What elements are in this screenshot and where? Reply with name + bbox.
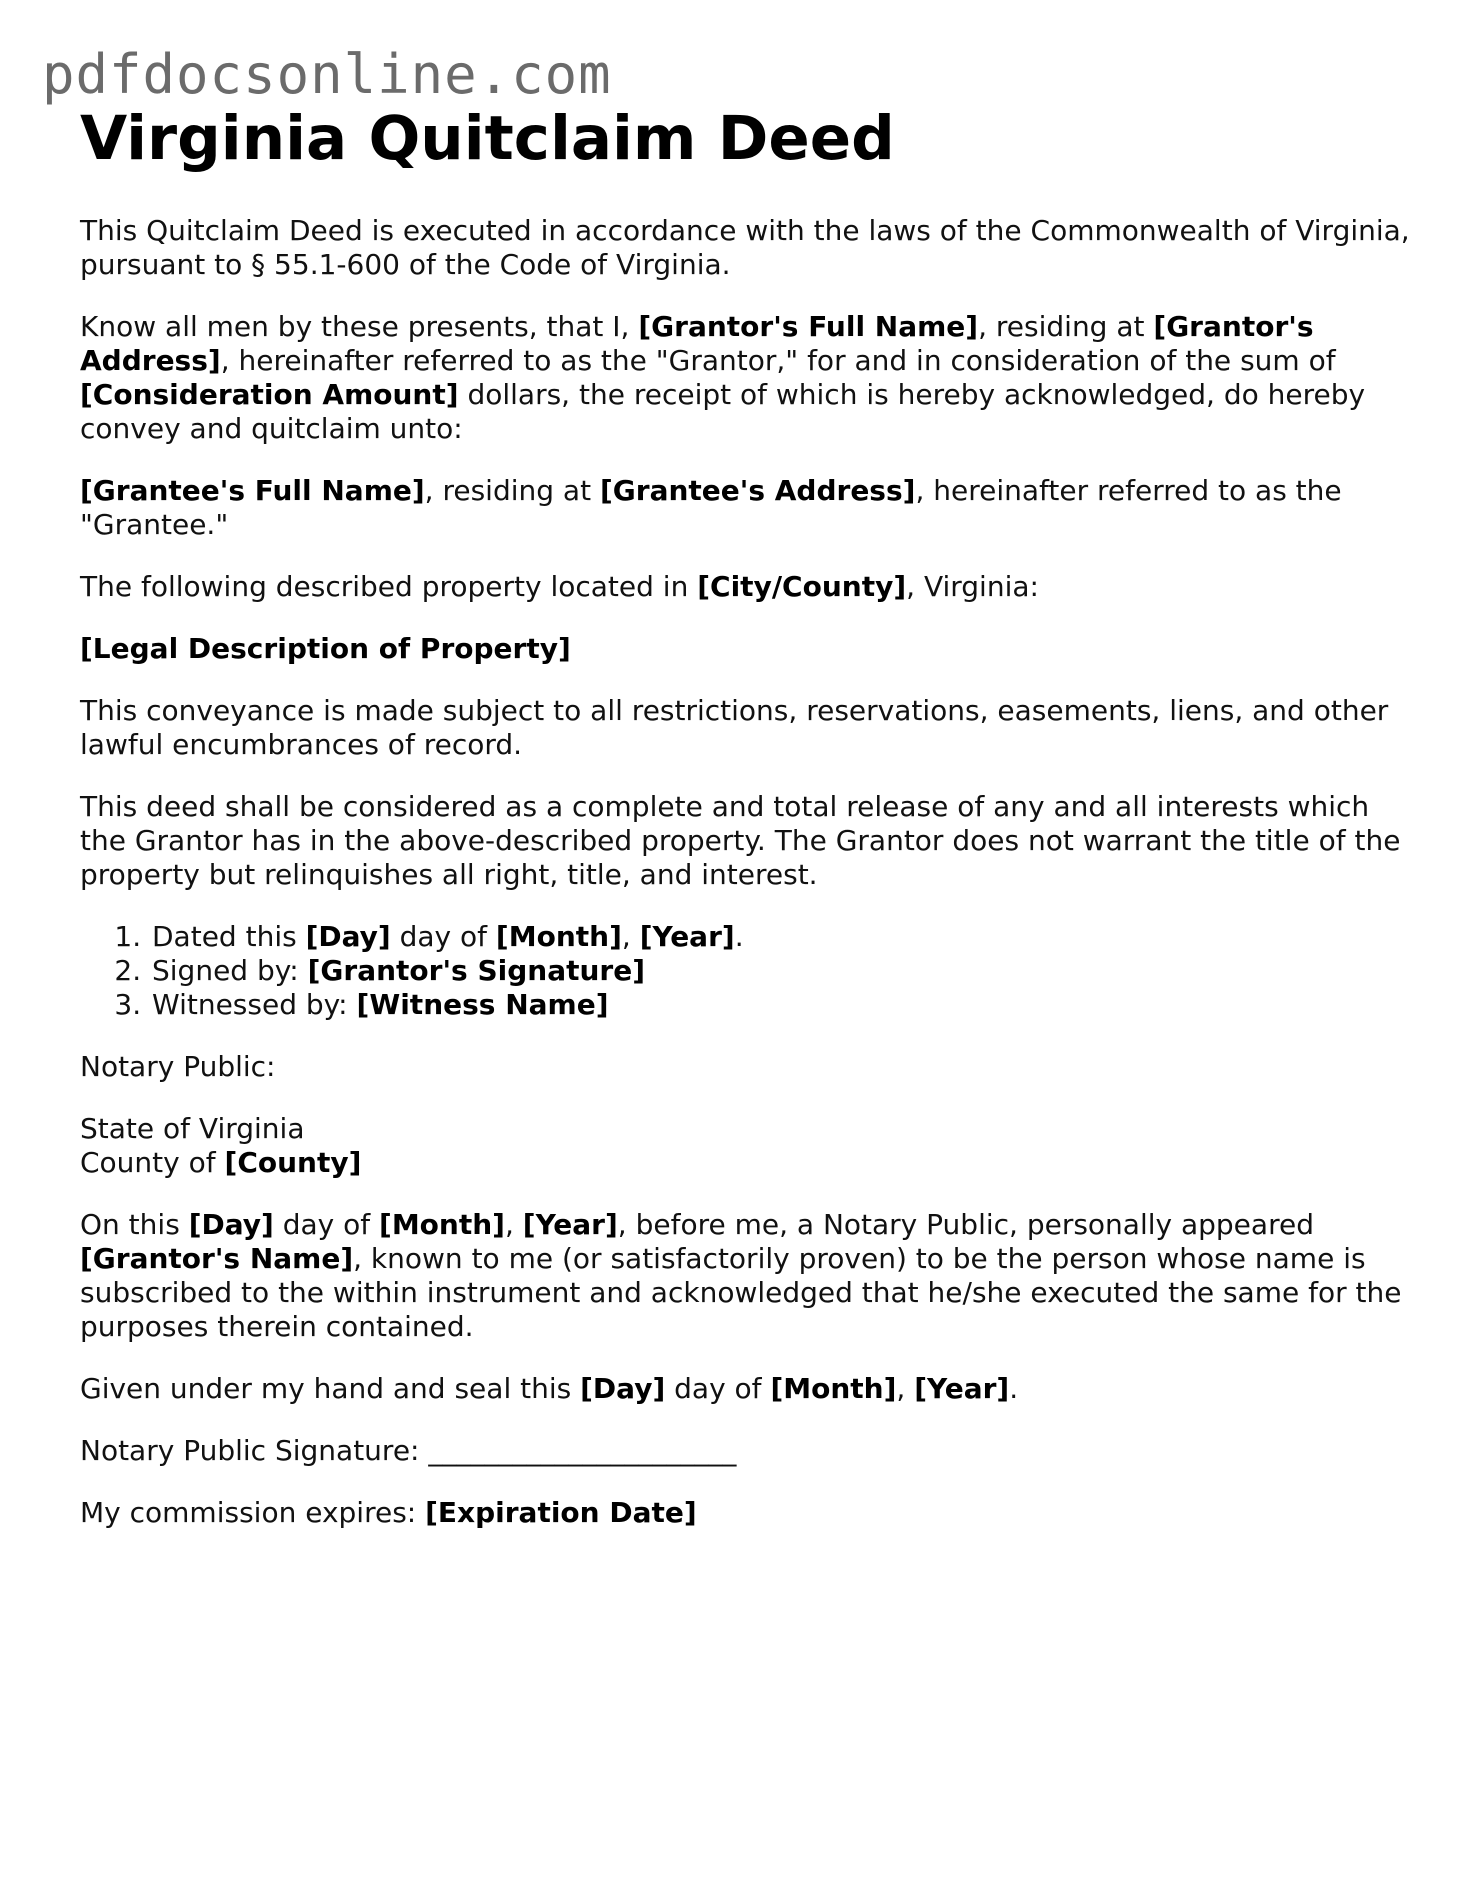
text-run: Know all men by these presents, that I, [80, 310, 639, 343]
list-item-dated [150, 920, 1410, 954]
text-run: . [1009, 1372, 1019, 1405]
watermark-text: pdfdocsonline.com [42, 43, 612, 106]
encumbrances-paragraph: This conveyance is made subject to all restrictions, reservations, easements, liens, and other lawful encumbrances of record. [80, 694, 1389, 761]
text-run: , hereinafter referred to as the "Grantee." [80, 474, 1342, 541]
text-run: Given under my hand and seal this [80, 1372, 581, 1405]
grantor-name-field: [Grantor's Full Name] [638, 310, 979, 343]
text-run: , before me, a Notary Public, personally appeared [617, 1208, 1314, 1241]
legal-description-field: [Legal Description of Property] [80, 632, 571, 665]
dated-year-field: [Year] [639, 920, 735, 953]
given-month-field: [Month] [770, 1372, 897, 1405]
given-day-field: [Day] [580, 1372, 666, 1405]
conveyance-paragraph [80, 310, 1410, 446]
text-run: , known to me (or satisfactorily proven) to be the person whose name is subscribed to the within instrument and acknowledged that he/she executed the same for the purposes therein contained. [80, 1242, 1402, 1343]
notary-heading: Notary Public: [80, 1050, 276, 1083]
text-run: dollars, the receipt of which is hereby acknowledged, do hereby convey and quitclaim unto: [80, 378, 1366, 445]
text-run: day of [665, 1372, 771, 1405]
intro-paragraph: This Quitclaim Deed is executed in accordance with the laws of the Commonwealth of Virginia, pursuant to § 55.1-600 of the Code of Virginia. [80, 214, 1410, 281]
release-paragraph: This deed shall be considered as a complete and total release of any and all interests which the Grantor has in the above-described property. The Grantor does not warrant the title of the property but relinquishes all right, title, and interest. [80, 790, 1401, 891]
expiration-date-field: [Expiration Date] [425, 1496, 697, 1529]
notary-signature-line: Notary Public Signature: ______________________ [80, 1434, 737, 1467]
text-run: day of [390, 920, 496, 953]
execution-list [80, 920, 1410, 1022]
deed-document [80, 96, 1410, 1530]
acknowledgment-paragraph [80, 1208, 1410, 1344]
text-run: , [896, 1372, 915, 1405]
text-run: Witnessed by: [152, 988, 357, 1021]
dated-day-field: [Day] [305, 920, 391, 953]
witness-name-field: [Witness Name] [356, 988, 609, 1021]
grantee-paragraph [80, 474, 1410, 542]
text-run: The following described property located in [80, 570, 698, 603]
text-run: My commission expires: [80, 1496, 426, 1529]
commission-expiry-line [80, 1496, 1410, 1530]
ack-grantor-name-field: [Grantor's Name] [80, 1242, 354, 1275]
text-run: Signed by: [152, 954, 308, 987]
ack-day-field: [Day] [188, 1208, 274, 1241]
text-run: , Virginia: [906, 570, 1039, 603]
state-line: State of Virginia [80, 1112, 305, 1145]
grantor-address-field: [Grantor's Address] [80, 310, 1314, 377]
text-run: , [621, 920, 640, 953]
text-run: On this [80, 1208, 189, 1241]
text-run: day of [273, 1208, 380, 1241]
ack-month-field: [Month] [379, 1208, 505, 1241]
page-title: Virginia Quitclaim Deed [80, 103, 895, 174]
text-run: , residing at [424, 474, 600, 507]
text-run: , [504, 1208, 523, 1241]
venue-block [80, 1112, 1410, 1180]
text-run: , hereinafter referred to as the "Grantor," for and in consideration of the sum of [220, 344, 1336, 377]
legal-description-paragraph [80, 632, 1410, 666]
text-run: . [734, 920, 744, 953]
text-run: Dated this [152, 920, 306, 953]
list-item-signed [150, 954, 1410, 988]
dated-month-field: [Month] [495, 920, 622, 953]
grantee-address-field: [Grantee's Address] [599, 474, 916, 507]
county-field: [County] [224, 1146, 362, 1179]
city-county-field: [City/County] [697, 570, 907, 603]
list-item-witnessed [150, 988, 1410, 1022]
text-run: County of [80, 1146, 225, 1179]
grantor-signature-field: [Grantor's Signature] [307, 954, 646, 987]
given-year-field: [Year] [914, 1372, 1010, 1405]
property-location-paragraph [80, 570, 1410, 604]
text-run: , residing at [978, 310, 1154, 343]
consideration-amount-field: [Consideration Amount] [80, 378, 459, 411]
grantee-name-field: [Grantee's Full Name] [80, 474, 425, 507]
ack-year-field: [Year] [522, 1208, 618, 1241]
given-under-hand-paragraph [80, 1372, 1410, 1406]
